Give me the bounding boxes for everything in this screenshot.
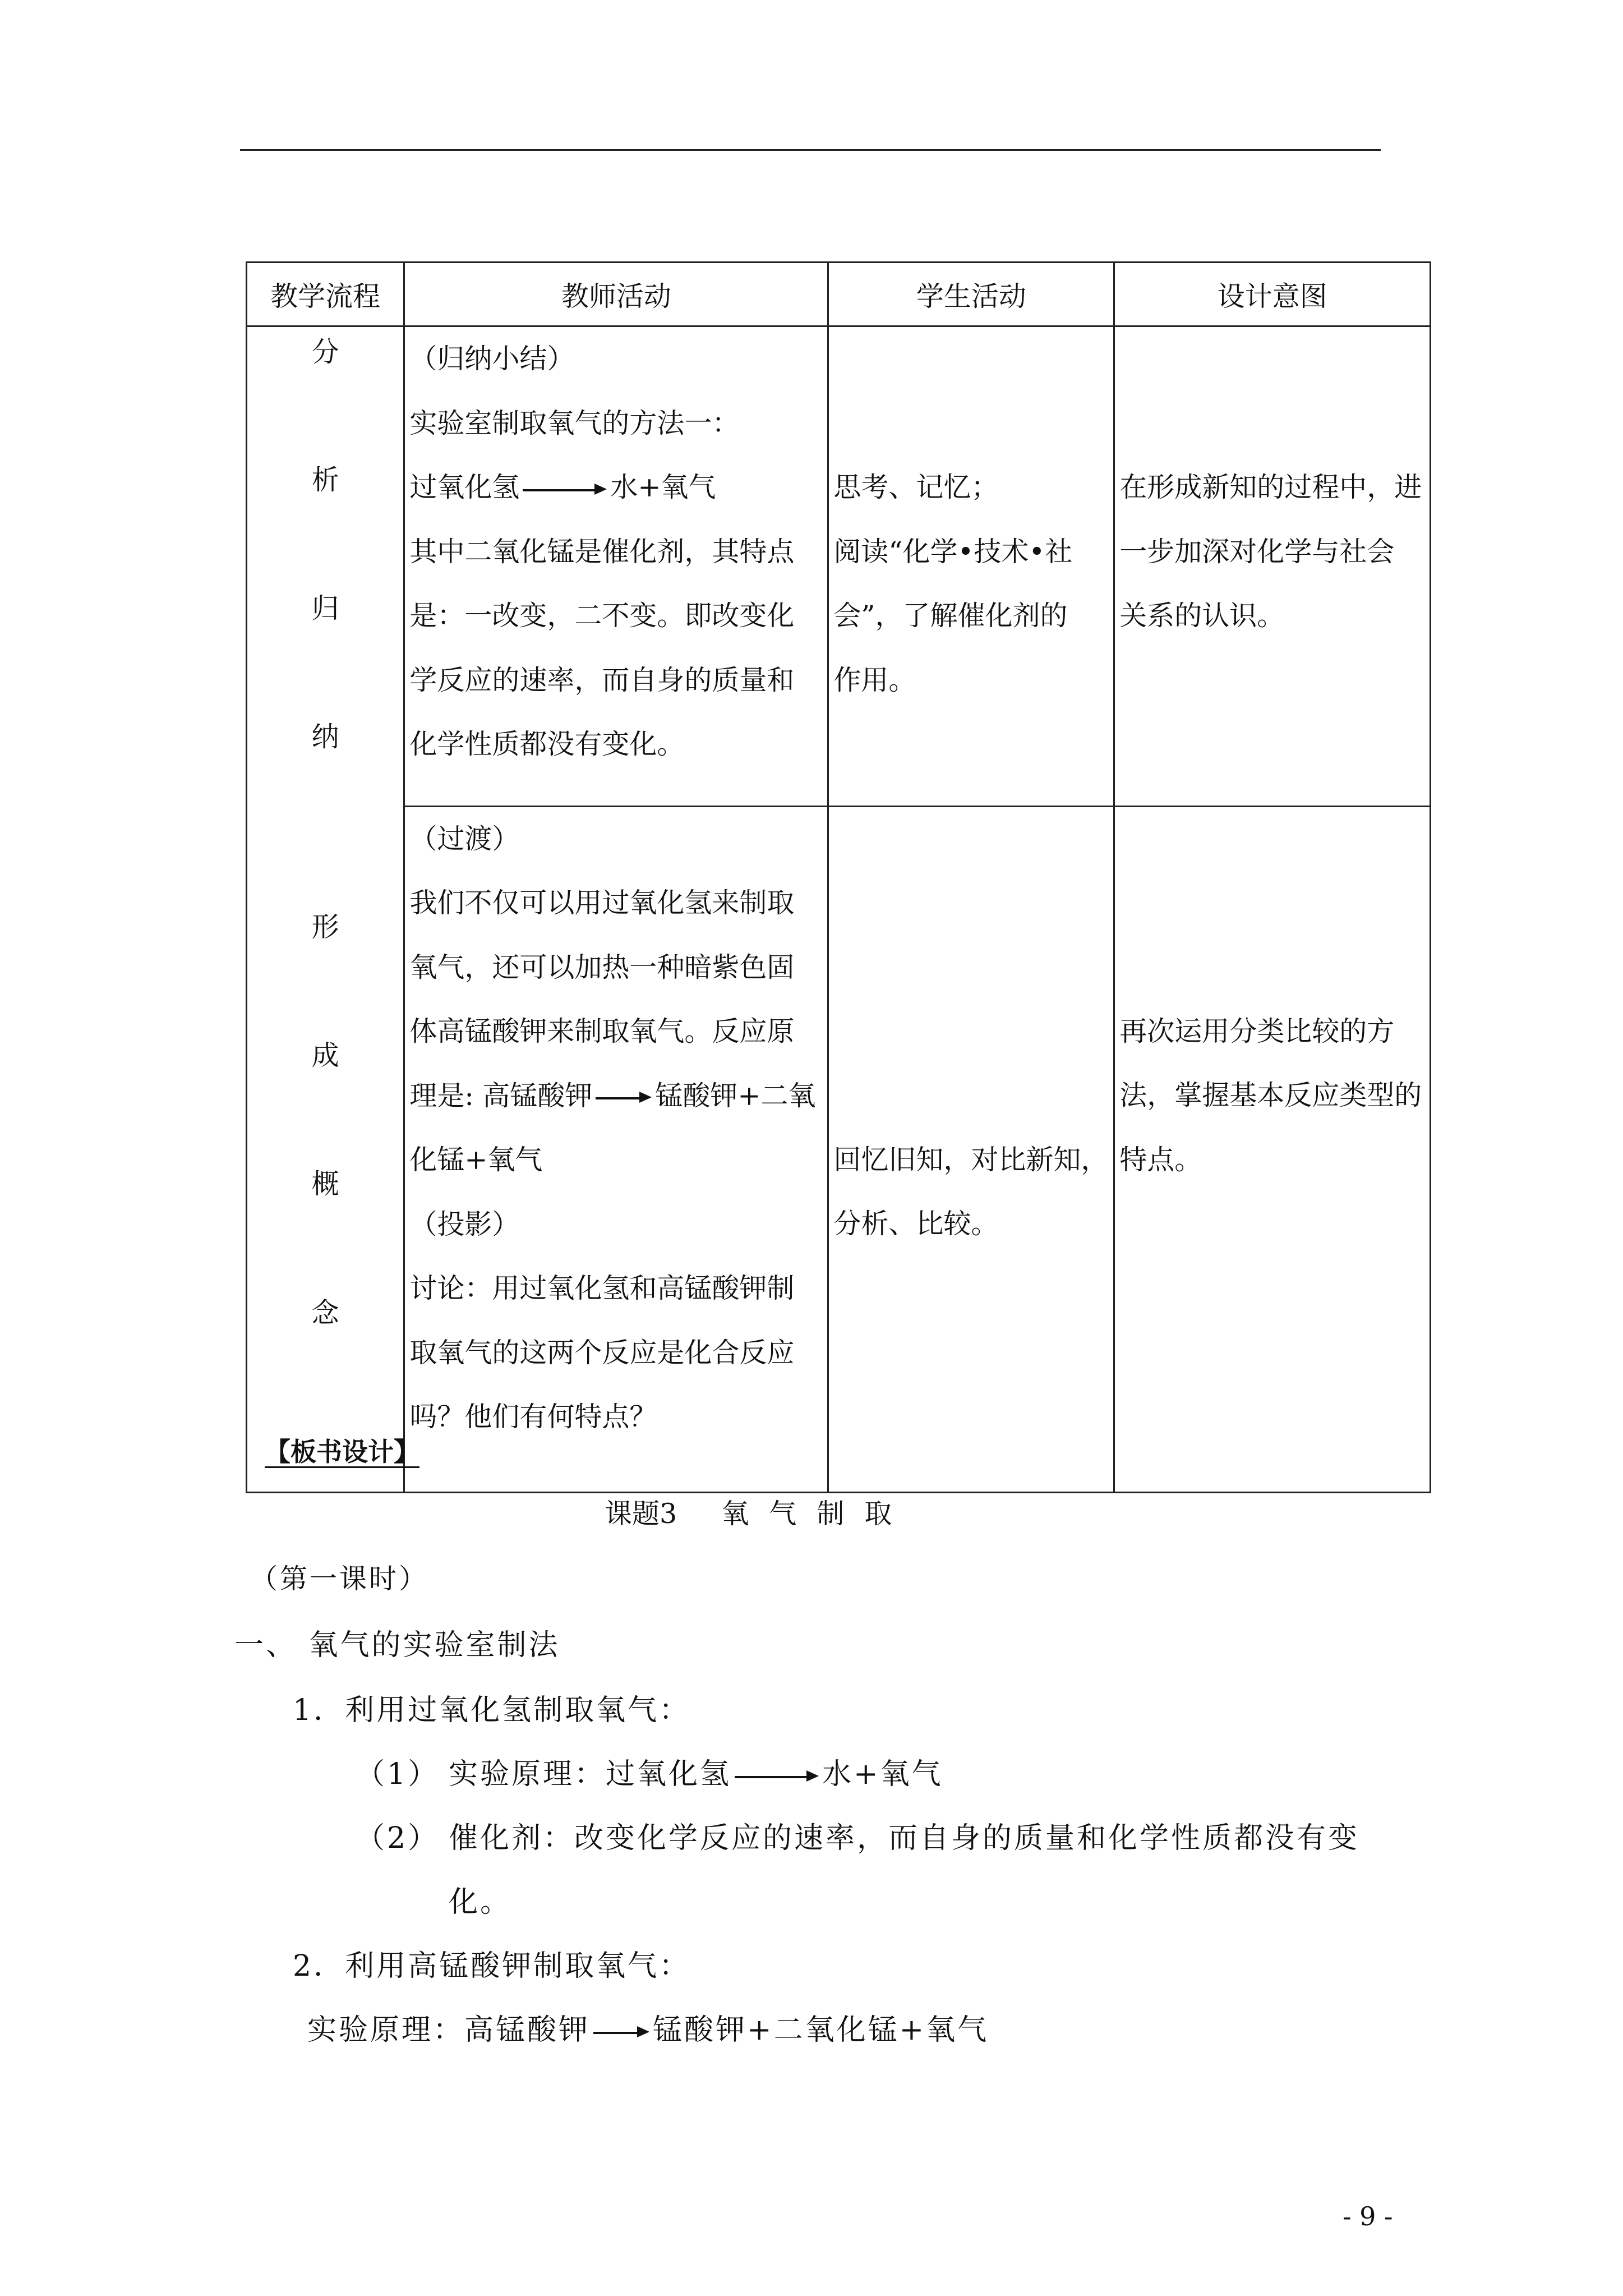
stage-char: 念 <box>311 1297 339 1329</box>
stage-char: 析 <box>311 464 339 496</box>
stage-cell <box>247 326 404 1493</box>
header-design-intent: 设计意图 <box>1114 263 1431 326</box>
intent-line: 关系的认识。 <box>1119 600 1285 632</box>
design-intent-cell <box>1114 806 1431 1492</box>
teacher-line: 化锰+氧气 <box>409 1144 543 1176</box>
teacher-line: 学反应的速率，而自身的质量和 <box>409 664 795 696</box>
reactant: 理是: 高锰酸钾 <box>409 1079 593 1112</box>
stage-char: 分 <box>311 336 339 368</box>
teacher-activity-cell <box>404 326 828 807</box>
student-line: 作用。 <box>833 664 916 696</box>
reactant: 实验原理：高锰酸钾 <box>307 2013 591 2047</box>
intent-line: 法，掌握基本反应类型的 <box>1119 1079 1422 1112</box>
teacher-line: 实验室制取氧气的方法一： <box>409 407 740 439</box>
lesson-flow-table <box>246 261 1431 1493</box>
student-line: 分析、比较。 <box>833 1208 999 1240</box>
product: 水+氧气 <box>610 471 716 503</box>
teacher-line: 其中二氧化锰是催化剂，其特点 <box>409 535 795 568</box>
design-intent-cell <box>1114 326 1431 807</box>
student-activity-cell <box>828 806 1114 1492</box>
product: 锰酸钾+二氧 <box>655 1079 816 1112</box>
teacher-line: 化学性质都没有变化。 <box>409 728 685 760</box>
reaction-line <box>409 455 823 520</box>
student-line: 思考、记忆； <box>833 471 999 503</box>
teacher-line: （过渡） <box>409 822 520 855</box>
reaction-line <box>409 1064 823 1129</box>
stage-char: 概 <box>311 1168 339 1200</box>
teacher-line: 吗？他们有何特点？ <box>409 1401 657 1433</box>
stage-char: 纳 <box>311 721 339 753</box>
reaction-arrow-icon <box>596 1096 652 1099</box>
stage-char: 成 <box>311 1039 339 1071</box>
teacher-line: 是：一改变，二不变。即改变化 <box>409 600 795 632</box>
student-line: 阅读“化学•技术•社 <box>833 535 1073 568</box>
header-rule <box>240 149 1381 151</box>
table-row <box>247 806 1431 1492</box>
period-label: （第一课时） <box>250 1563 429 1595</box>
title-main: 氧气制取 <box>721 1498 912 1530</box>
teacher-line: 取氧气的这两个反应是化合反应 <box>409 1336 795 1369</box>
board-title <box>605 1492 912 1531</box>
table-row <box>247 326 1431 807</box>
teacher-line: （归纳小结） <box>409 343 575 375</box>
sub-item-text: 化。 <box>449 1885 512 1919</box>
teacher-line: 体高锰酸钾来制取氧气。反应原 <box>409 1015 795 1048</box>
sub-item-text <box>449 1750 943 1792</box>
teacher-line: 我们不仅可以用过氧化氢来制取 <box>409 887 795 919</box>
list-item: 2．利用高锰酸钾制取氧气： <box>293 1949 691 1983</box>
list-item: 1．利用过氧化氢制取氧气： <box>293 1694 691 1727</box>
reactant: 实验原理：过氧化氢 <box>449 1757 732 1791</box>
teacher-line: 氧气，还可以加热一种暗紫色固 <box>409 951 795 983</box>
page-number: - 9 - <box>1343 2201 1393 2231</box>
reaction-arrow-icon <box>523 488 607 491</box>
sub-item-text: 催化剂：改变化学反应的速率，而自身的质量和化学性质都没有变 <box>449 1821 1360 1855</box>
stage-char: 归 <box>311 592 339 624</box>
intent-line: 再次运用分类比较的方 <box>1119 1015 1395 1047</box>
section-heading: 一、 氧气的实验室制法 <box>234 1628 560 1662</box>
stage-char: 形 <box>311 911 339 943</box>
header-student-activity: 学生活动 <box>828 263 1114 326</box>
reactant: 过氧化氢 <box>409 471 520 503</box>
teacher-line: 讨论：用过氧化氢和高锰酸钾制 <box>409 1272 795 1305</box>
reaction-arrow-icon <box>735 1775 819 1778</box>
reaction-arrow-icon <box>593 2031 649 2034</box>
title-prefix: 课题3 <box>605 1498 677 1530</box>
student-line: 回忆旧知，对比新知， <box>833 1143 1109 1176</box>
table-header-row <box>247 263 1431 326</box>
teacher-activity-cell <box>404 806 828 1492</box>
product: 锰酸钾+二氧化锰+氧气 <box>653 2013 989 2047</box>
product: 水+氧气 <box>822 1757 943 1791</box>
intent-line: 一步加深对化学与社会 <box>1119 535 1395 568</box>
header-teaching-flow: 教学流程 <box>247 263 404 326</box>
header-teacher-activity: 教师活动 <box>404 263 828 326</box>
sub-item-number: （1） <box>356 1757 440 1791</box>
intent-line: 特点。 <box>1119 1143 1202 1176</box>
board-design-heading: 【板书设计】 <box>265 1437 419 1467</box>
student-line: 会”，了解催化剂的 <box>833 600 1068 632</box>
reaction-text <box>307 2006 989 2048</box>
student-activity-cell <box>828 326 1114 807</box>
intent-line: 在形成新知的过程中，进 <box>1119 471 1422 503</box>
teacher-line: （投影） <box>409 1208 520 1240</box>
sub-item-number: （2） <box>356 1821 440 1855</box>
